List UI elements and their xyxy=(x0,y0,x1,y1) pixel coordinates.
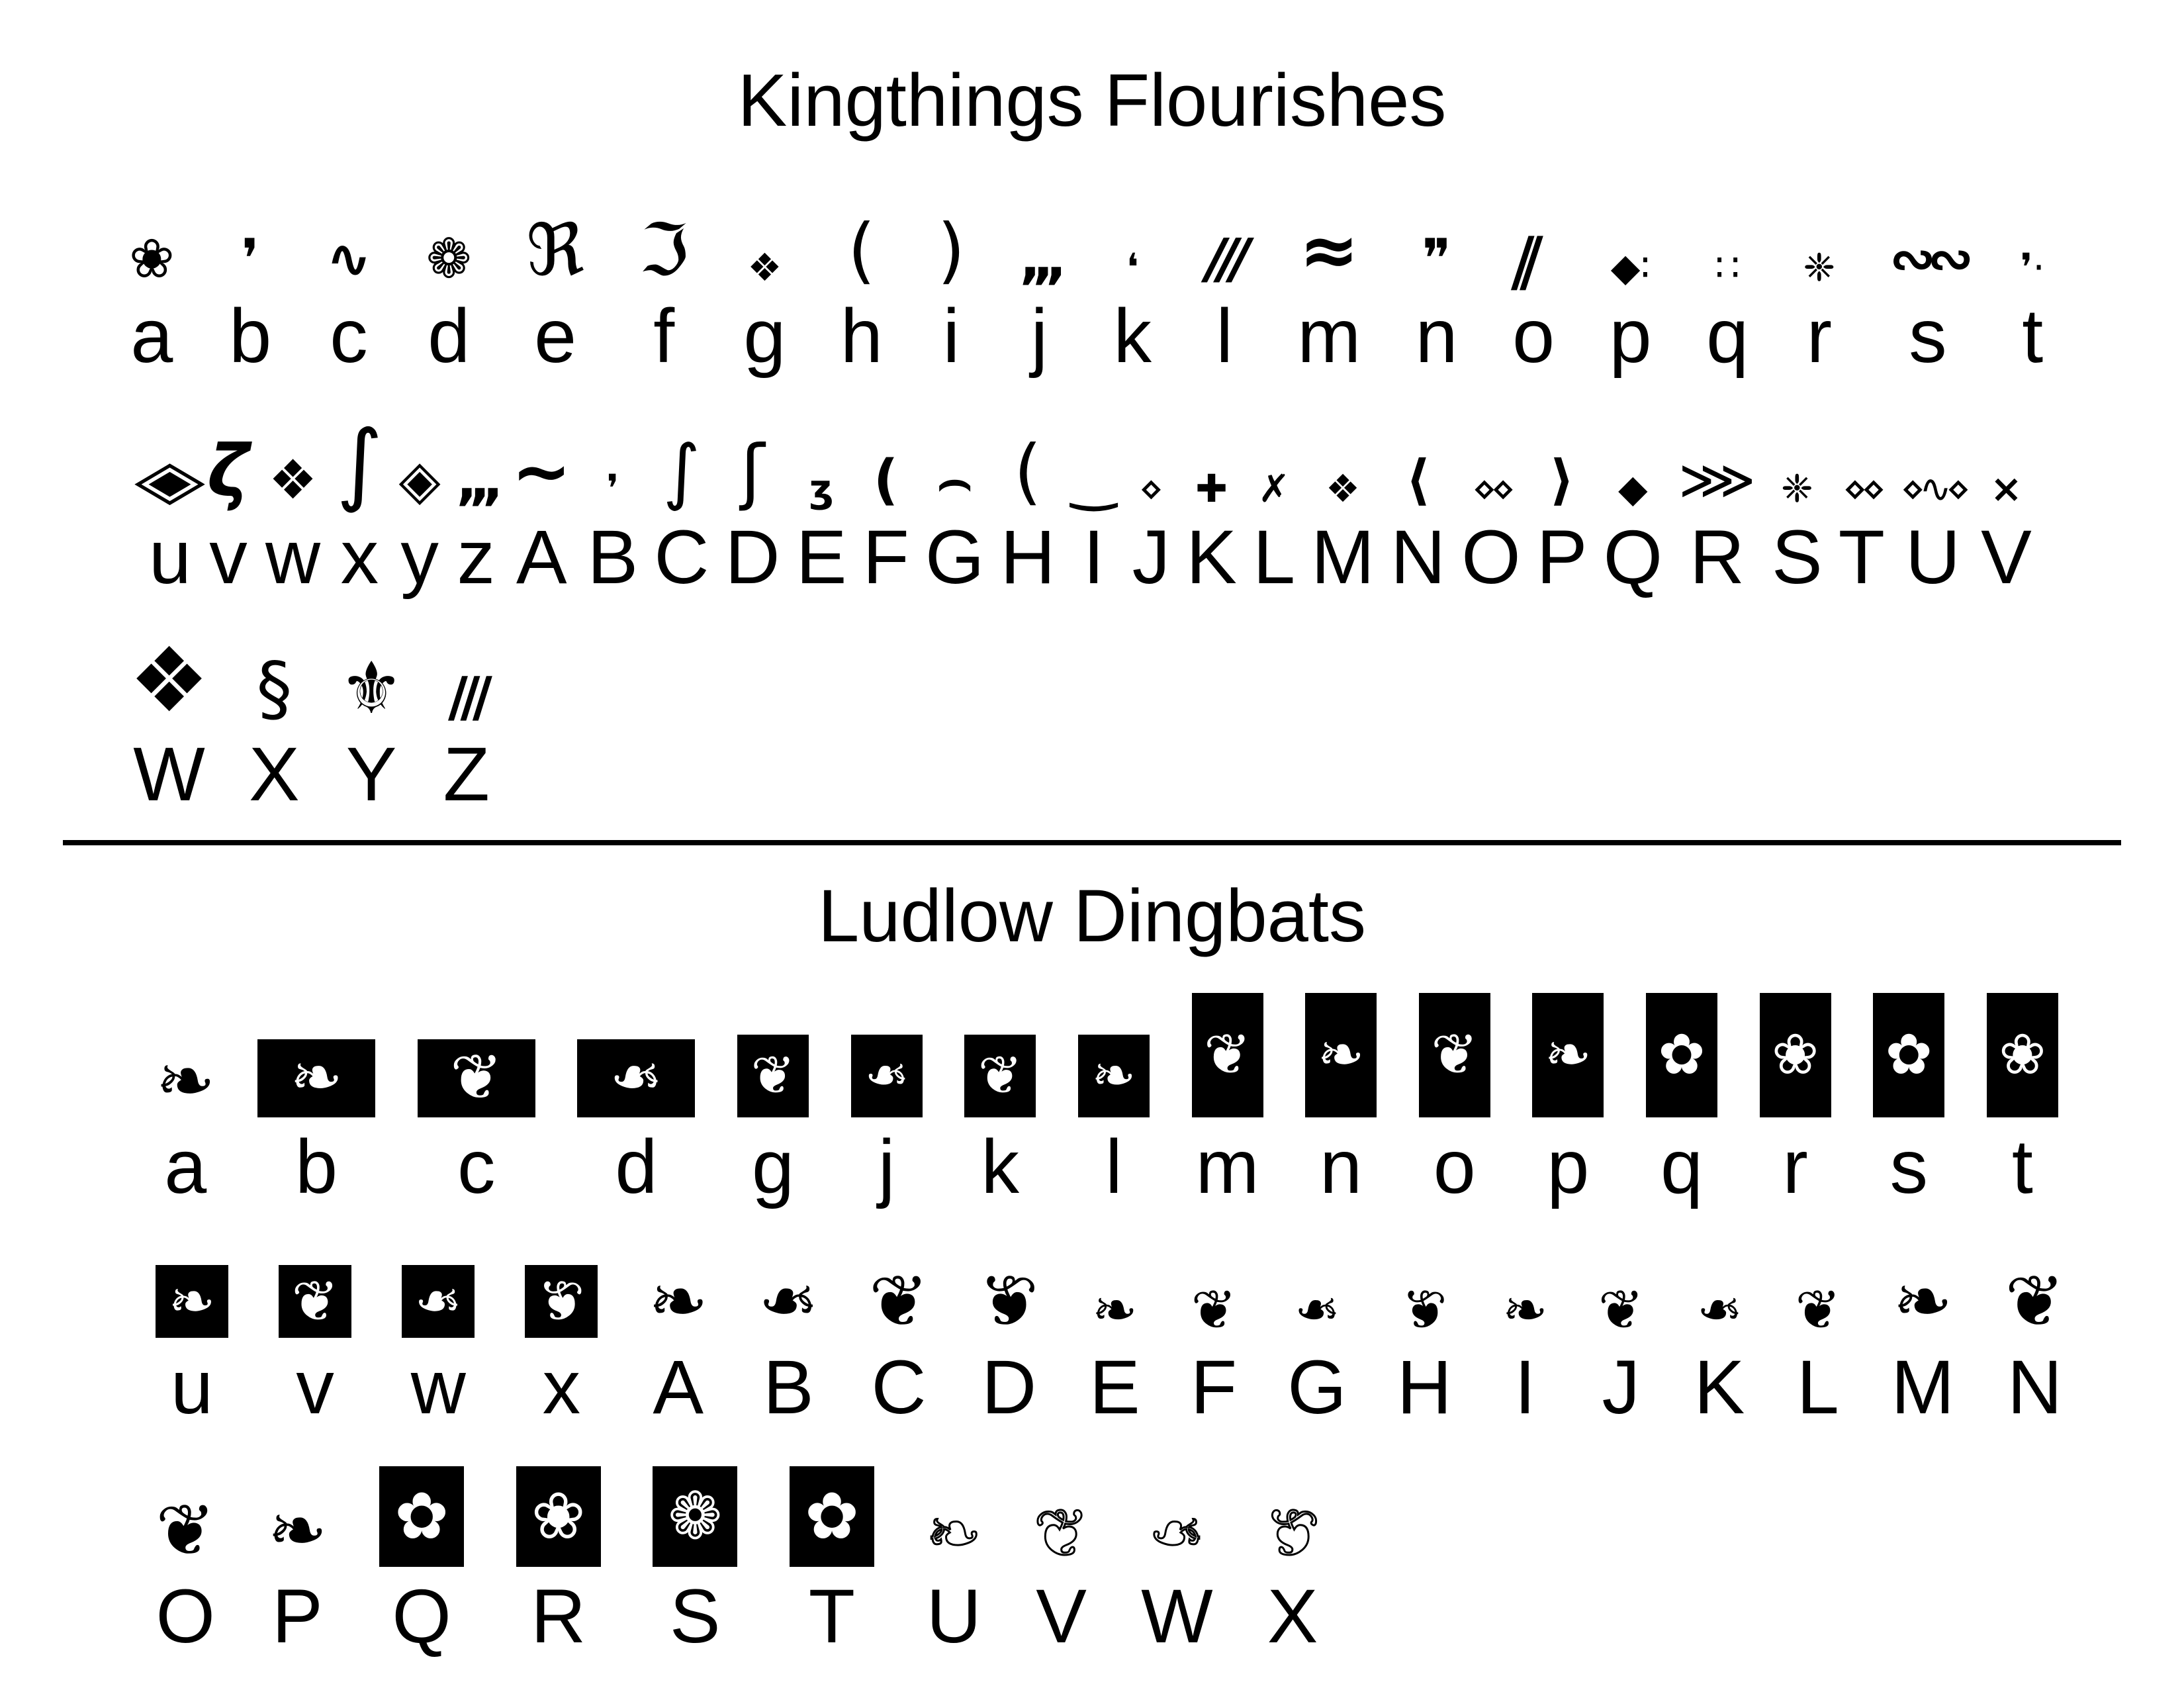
character-label: K xyxy=(1694,1345,1745,1430)
specimen-cell xyxy=(725,415,780,600)
floral-panel-icon: ❀ xyxy=(1760,993,1831,1117)
character-label: J xyxy=(1602,1345,1640,1430)
leaf-outline-panel-icon: ❦ xyxy=(525,1265,598,1338)
specimen-cell xyxy=(1890,194,1966,379)
diamond-dots-icon: ∷ xyxy=(1715,245,1740,291)
character-label: e xyxy=(534,294,577,379)
specimen-cell xyxy=(1206,194,1242,379)
character-label: a xyxy=(130,294,173,379)
character-label: m xyxy=(1195,1124,1259,1209)
character-label: L xyxy=(1796,1345,1839,1430)
specimen-cell xyxy=(1901,415,1965,600)
character-label: S xyxy=(669,1573,721,1659)
specimen-cell xyxy=(654,415,709,600)
ludlow-title: Ludlow Dingbats xyxy=(817,874,1367,957)
specimen-cell xyxy=(841,194,883,379)
specimen-cell xyxy=(1419,993,1490,1209)
cross-dagger-icon: ✚ xyxy=(1195,465,1228,511)
specimen-cell xyxy=(265,415,320,600)
floral-panel-icon: ❀ xyxy=(1987,993,2058,1117)
parallel-strokes-icon: ‖ xyxy=(1503,228,1551,291)
specimen-cell xyxy=(1891,1245,1954,1430)
specimen-cell xyxy=(443,632,490,817)
character-label: k xyxy=(981,1124,1019,1209)
specimen-cell xyxy=(1502,1245,1548,1430)
character-label: I xyxy=(1514,1345,1536,1430)
specimen-cell xyxy=(207,415,250,600)
specimen-cell xyxy=(1000,415,1055,600)
acorn-sprig-icon: ❧ xyxy=(648,1260,708,1344)
specimen-cell xyxy=(326,194,372,379)
specimen-cell xyxy=(639,194,689,379)
character-label: b xyxy=(295,1124,338,1209)
specimen-cell xyxy=(1416,194,1458,379)
character-label: M xyxy=(1891,1345,1955,1430)
character-label: N xyxy=(2007,1345,2063,1430)
specimen-cell xyxy=(1706,194,1749,379)
character-label: l xyxy=(1216,294,1233,379)
character-label: q xyxy=(1706,294,1749,379)
specimen-cell xyxy=(340,632,404,817)
character-label: S xyxy=(1771,514,1823,600)
leaf-pair-icon: ❦ xyxy=(1598,1279,1644,1342)
rose-ornament-icon: ❀ xyxy=(129,228,175,291)
specimen-cell xyxy=(129,628,210,818)
right-chevron-icon: ⟩ xyxy=(1549,448,1574,512)
diamond-colon-icon: ◆∶ xyxy=(1610,245,1651,291)
character-label: p xyxy=(1547,1124,1590,1209)
character-label: O xyxy=(156,1573,215,1659)
character-label: A xyxy=(653,1345,704,1430)
leaf-curl-icon: ❦ xyxy=(1401,1279,1447,1342)
character-label: F xyxy=(862,514,909,600)
low-swash-icon: ‿ xyxy=(1071,448,1116,512)
character-label: D xyxy=(981,1345,1037,1430)
leaf-pair-icon: ❦ xyxy=(1795,1279,1841,1342)
leaf-pair-icon: ❧ xyxy=(1696,1279,1743,1342)
specimen-cell xyxy=(758,1245,819,1430)
floral-block-icon: ✿ xyxy=(379,1466,464,1567)
ludlow-row-O-X xyxy=(156,1466,1320,1659)
acorn-sprig-icon: ❧ xyxy=(758,1260,819,1344)
diamond-lattice-icon: ❖ xyxy=(129,628,210,733)
specimen-cell xyxy=(156,1474,216,1659)
ludlow-row-u-to-N xyxy=(156,1245,2065,1430)
specimen-cell xyxy=(863,415,909,600)
kingthings-row-lowercase-a-t xyxy=(129,194,2045,379)
leaf-curl-icon: ❧ xyxy=(1294,1279,1340,1342)
specimen-cell xyxy=(1311,415,1375,600)
arc-hook-icon: ⌢ xyxy=(936,448,973,512)
section-divider xyxy=(63,840,2121,845)
leaf-panel-icon: ❦ xyxy=(964,1035,1036,1117)
specimen-cell xyxy=(1265,1474,1320,1659)
character-label: i xyxy=(942,294,960,379)
specimen-cell xyxy=(1987,993,2058,1209)
kingthings-title: Kingthings Flourishes xyxy=(737,59,1447,142)
specimen-cell xyxy=(1141,1474,1213,1659)
specimen-cell xyxy=(926,1474,981,1659)
specimen-cell xyxy=(1305,993,1377,1209)
specimen-cell xyxy=(129,194,175,379)
specimen-cell xyxy=(1796,1245,1841,1430)
specimen-cell xyxy=(426,194,472,379)
seed-pod-icon: ❦ xyxy=(156,1489,216,1572)
character-label: w xyxy=(410,1345,466,1430)
specimen-cell xyxy=(1678,415,1756,600)
specimen-cell xyxy=(1873,993,1944,1209)
character-label: F xyxy=(1190,1345,1238,1430)
character-label: h xyxy=(840,294,883,379)
specimen-cell xyxy=(1253,415,1295,600)
curl-hook-icon: ❜ xyxy=(606,465,619,511)
seed-pod-panel-icon: ❧ xyxy=(1532,993,1604,1117)
comma-swash-icon: ❜ xyxy=(241,228,259,291)
character-label: B xyxy=(763,1345,814,1430)
character-label: z xyxy=(457,514,496,600)
specimen-cell xyxy=(526,194,584,379)
leaf-outline-icon: ❦ xyxy=(1033,1494,1089,1572)
diamond-arc-icon: ⋄⋄ xyxy=(1843,465,1881,511)
specimen-cell xyxy=(869,1245,929,1430)
character-label: a xyxy=(164,1124,207,1209)
leaf-outline-panel-icon: ❧ xyxy=(156,1265,228,1338)
ludlow-row-lowercase-a-t xyxy=(156,993,2058,1209)
specimen-cell xyxy=(379,1466,464,1659)
specimen-cell xyxy=(737,1035,809,1209)
leaf-scroll-panel-icon: ❦ xyxy=(737,1035,809,1117)
tiny-diamond-icon: ⋄ xyxy=(1139,465,1163,511)
leaf-outline-panel-icon: ❧ xyxy=(402,1265,475,1338)
braided-rope-icon: ∾∾ xyxy=(1889,228,1966,291)
close-paren-swash-icon: ) xyxy=(937,209,966,293)
specimen-cell xyxy=(402,1265,475,1430)
specimen-cell xyxy=(1537,415,1588,600)
seed-pod-icon: ❧ xyxy=(267,1489,328,1572)
specimen-cell xyxy=(1981,415,2032,600)
character-label: X xyxy=(1267,1573,1318,1659)
specimen-cell xyxy=(1390,415,1445,600)
paren-swash-icon: ( xyxy=(1013,430,1042,513)
wave-swash-icon: ∿ xyxy=(326,228,372,291)
long-curve-swash-icon: ∫ xyxy=(662,430,701,513)
character-label: u xyxy=(171,1345,213,1430)
seed-pod-panel-icon: ❧ xyxy=(1305,993,1377,1117)
character-label: Q xyxy=(1603,514,1663,600)
swash-diamonds-icon: ⋄∿⋄ xyxy=(1901,465,1965,511)
character-label: x xyxy=(340,514,379,600)
tall-stroke-icon: ∫ xyxy=(336,410,383,515)
floral-block-icon: ❀ xyxy=(516,1466,601,1567)
character-label: V xyxy=(1981,514,2032,600)
specimen-cell xyxy=(649,1245,709,1430)
character-label: k xyxy=(1113,294,1152,379)
leaf-panel-icon: ❧ xyxy=(1078,1035,1150,1117)
character-label: D xyxy=(725,514,780,600)
character-label: j xyxy=(878,1124,895,1209)
character-label: c xyxy=(457,1124,496,1209)
specimen-cell xyxy=(1598,1245,1644,1430)
character-label: G xyxy=(1287,1345,1347,1430)
triple-comma-diamond-icon: ,,, xyxy=(456,448,496,512)
specimen-cell xyxy=(512,415,572,600)
specimen-cell xyxy=(257,1039,375,1209)
specimen-cell xyxy=(925,415,984,600)
character-label: v xyxy=(296,1345,334,1430)
character-label: t xyxy=(2011,1124,2033,1209)
specimen-cell xyxy=(743,194,786,379)
specimen-cell xyxy=(1839,415,1885,600)
specimen-cell xyxy=(1113,194,1152,379)
specimen-cell xyxy=(937,194,965,379)
character-label: E xyxy=(796,514,847,600)
specimen-cell xyxy=(1191,1245,1237,1430)
blackletter-r-icon: ℜ xyxy=(526,209,585,293)
character-label: t xyxy=(2022,294,2044,379)
character-label: Z xyxy=(443,732,490,818)
specimen-cell xyxy=(1610,194,1652,379)
specimen-cell xyxy=(336,410,383,600)
floral-panel-icon: ✿ xyxy=(1646,993,1717,1117)
zigzag-bolt-icon: ʒ xyxy=(809,465,834,511)
diamond-flower-icon: ❈ xyxy=(1780,465,1813,511)
leaf-outline-icon: ❧ xyxy=(926,1494,982,1572)
character-label: s xyxy=(1889,1124,1928,1209)
leaf-comma-icon: ❛ xyxy=(1126,245,1139,291)
specimen-cell xyxy=(1034,1474,1089,1659)
character-label: B xyxy=(587,514,639,600)
character-label: m xyxy=(1297,294,1361,379)
character-label: A xyxy=(516,514,567,600)
leaf-spray-icon: ❧ xyxy=(1502,1279,1548,1342)
specimen-cell xyxy=(1772,415,1823,600)
character-label: o xyxy=(1512,294,1555,379)
character-label: g xyxy=(752,1124,794,1209)
acorn-sprig-icon: ❦ xyxy=(868,1260,929,1344)
specimen-cell xyxy=(156,1025,216,1209)
specimen-cell xyxy=(134,415,206,600)
specimen-cell xyxy=(399,415,441,600)
specimen-cell xyxy=(2021,194,2045,379)
character-label: H xyxy=(1000,514,1056,600)
specimen-cell xyxy=(457,415,496,600)
seed-pod-panel-icon: ❦ xyxy=(1419,993,1490,1117)
character-label: W xyxy=(1141,1573,1213,1659)
small-cross-icon: × xyxy=(1990,465,2023,511)
specimen-cell xyxy=(1646,993,1717,1209)
character-label: u xyxy=(149,514,191,600)
leaf-curl-icon: ❦ xyxy=(1191,1279,1237,1342)
character-label: Q xyxy=(392,1573,451,1659)
character-label: y xyxy=(400,514,439,600)
specimen-cell xyxy=(1461,415,1520,600)
character-label: n xyxy=(1320,1124,1363,1209)
double-wave-swash-icon: ≈ xyxy=(1299,209,1359,293)
leaf-outline-icon: ❧ xyxy=(1149,1494,1205,1572)
character-label: g xyxy=(743,294,786,379)
leaf-outline-icon: ❦ xyxy=(1265,1494,1320,1572)
specimen-cell xyxy=(1071,415,1116,600)
eye-knot-icon: ◈ xyxy=(134,448,206,512)
character-label: r xyxy=(1782,1124,1808,1209)
specimen-cell xyxy=(1297,194,1361,379)
character-label: J xyxy=(1132,514,1171,600)
character-label: C xyxy=(654,514,709,600)
specimen-cell xyxy=(1803,194,1836,379)
diamond-cluster-icon: ❈ xyxy=(1803,245,1836,291)
specimen-cell xyxy=(249,632,300,817)
specimen-cell xyxy=(418,1039,535,1209)
character-label: H xyxy=(1396,1345,1452,1430)
specimen-cell xyxy=(1760,993,1831,1209)
vertical-curve-icon: ʃ xyxy=(740,430,765,513)
specimen-cell xyxy=(1186,415,1237,600)
character-label: l xyxy=(1105,1124,1122,1209)
specimen-cell xyxy=(229,194,271,379)
character-label: s xyxy=(1909,294,1947,379)
specimen-cell xyxy=(979,1245,1039,1430)
seed-pod-panel-icon: ❦ xyxy=(1192,993,1263,1117)
specimen-cell xyxy=(577,1039,695,1209)
character-label: f xyxy=(653,294,675,379)
scroll-diamonds-icon: § xyxy=(256,647,293,731)
character-label: E xyxy=(1089,1345,1140,1430)
knot-swash-icon: ζ xyxy=(207,430,250,513)
character-label: T xyxy=(1838,514,1886,600)
oak-acorn-panel-icon: ❧ xyxy=(577,1039,695,1117)
character-label: N xyxy=(1390,514,1446,600)
acorn-sprig-icon: ❦ xyxy=(979,1260,1039,1344)
diamond-trio-icon: ❖ xyxy=(1326,465,1361,511)
character-label: R xyxy=(531,1573,586,1659)
kingthings-row-W-Z xyxy=(129,628,2184,818)
tulip-bud-icon: ⚜ xyxy=(339,647,404,731)
character-label: Y xyxy=(345,732,397,818)
diamond-cross-icon: ◆ xyxy=(1618,465,1648,511)
character-label: L xyxy=(1253,514,1296,600)
specimen-cell xyxy=(1020,194,1059,379)
character-label: U xyxy=(1905,514,1961,600)
specimen-cell xyxy=(1192,993,1263,1209)
specimen-cell xyxy=(1532,993,1604,1209)
character-label: X xyxy=(249,732,300,818)
specimen-cell xyxy=(790,1466,874,1659)
specimen-cell xyxy=(1604,415,1662,600)
character-label: V xyxy=(1036,1573,1087,1659)
character-label: o xyxy=(1433,1124,1476,1209)
specimen-cell xyxy=(1287,1245,1346,1430)
diagonal-hatch-icon: ∕∕∕ xyxy=(447,666,485,729)
character-label: U xyxy=(926,1573,981,1659)
triple-comma-icon: ,,, xyxy=(1019,228,1059,291)
character-label: T xyxy=(808,1573,855,1659)
character-label: q xyxy=(1661,1124,1703,1209)
specimen-cell xyxy=(1132,415,1171,600)
specimen-cell xyxy=(267,1474,328,1659)
triple-stroke-swash-icon: /// xyxy=(1206,228,1243,291)
specimen-cell xyxy=(653,1466,737,1659)
character-label: p xyxy=(1609,294,1652,379)
seed-pod-branch-icon: ❦ xyxy=(2005,1260,2065,1344)
specimen-cell xyxy=(516,1466,601,1659)
character-label: b xyxy=(229,294,272,379)
diamond-pair-small-icon: ⋄⋄ xyxy=(1472,465,1510,511)
diamond-column-icon: ❖ xyxy=(268,448,318,512)
specimen-cell xyxy=(279,1265,351,1430)
oak-acorn-sprig-icon: ❧ xyxy=(156,1039,216,1123)
specimen-cell xyxy=(1397,1245,1452,1430)
flower-stem-icon: ❁ xyxy=(426,228,472,291)
character-label: I xyxy=(1083,514,1105,600)
character-label: d xyxy=(615,1124,658,1209)
character-label: c xyxy=(330,294,368,379)
leaf-curl-icon: ❧ xyxy=(1092,1279,1138,1342)
character-label: R xyxy=(1689,514,1745,600)
leaf-panel-icon: ❧ xyxy=(851,1035,923,1117)
character-label: P xyxy=(271,1573,323,1659)
tilde-swash-icon: ∼ xyxy=(511,430,572,513)
floral-block-icon: ❁ xyxy=(653,1466,737,1567)
specimen-cell xyxy=(156,1265,228,1430)
oak-acorn-panel-icon: ❦ xyxy=(418,1039,535,1117)
character-label: n xyxy=(1415,294,1458,379)
blackletter-j-icon: ℑ xyxy=(639,209,689,293)
specimen-cell xyxy=(525,1265,598,1430)
leaf-outline-panel-icon: ❦ xyxy=(279,1265,351,1338)
crescent-left-icon: ( xyxy=(873,448,899,512)
character-label: r xyxy=(1806,294,1832,379)
character-label: x xyxy=(542,1345,581,1430)
specimen-cell xyxy=(2005,1245,2065,1430)
specimen-cell xyxy=(1503,194,1555,379)
specimen-cell xyxy=(796,415,847,600)
specimen-cell xyxy=(1694,1245,1745,1430)
comma-dot-icon: ❜· xyxy=(2020,245,2045,291)
cross-x-icon: ✗ xyxy=(1257,465,1291,511)
character-label: W xyxy=(133,732,205,818)
character-label: K xyxy=(1186,514,1237,600)
character-label: v xyxy=(209,514,248,600)
left-chevron-icon: ⟨ xyxy=(1405,448,1431,512)
seed-pod-branch-icon: ❧ xyxy=(1893,1260,1953,1344)
specimen-cell xyxy=(588,415,639,600)
eye-diamond-icon: ◈ xyxy=(398,448,441,512)
character-label: P xyxy=(1536,514,1588,600)
character-label: j xyxy=(1030,294,1048,379)
floral-block-icon: ✿ xyxy=(790,1466,874,1567)
character-label: G xyxy=(925,514,985,600)
kingthings-row-u-to-V xyxy=(134,410,2032,600)
specimen-cell xyxy=(1078,1035,1150,1209)
character-label: M xyxy=(1311,514,1375,600)
oak-acorn-panel-icon: ❧ xyxy=(257,1039,375,1117)
character-label: d xyxy=(428,294,471,379)
character-label: C xyxy=(871,1345,927,1430)
character-label: O xyxy=(1461,514,1521,600)
specimen-cell xyxy=(964,1035,1036,1209)
triple-chevron-icon: ⋙ xyxy=(1678,448,1756,512)
specimen-cell xyxy=(851,1035,923,1209)
diamond-pair-icon: ❖ xyxy=(747,245,782,291)
specimen-cell xyxy=(1089,1245,1140,1430)
floral-panel-icon: ✿ xyxy=(1873,993,1944,1117)
character-label: w xyxy=(265,514,321,600)
open-paren-swash-icon: ( xyxy=(847,209,876,293)
double-comma-icon: ❞ xyxy=(1422,228,1451,291)
